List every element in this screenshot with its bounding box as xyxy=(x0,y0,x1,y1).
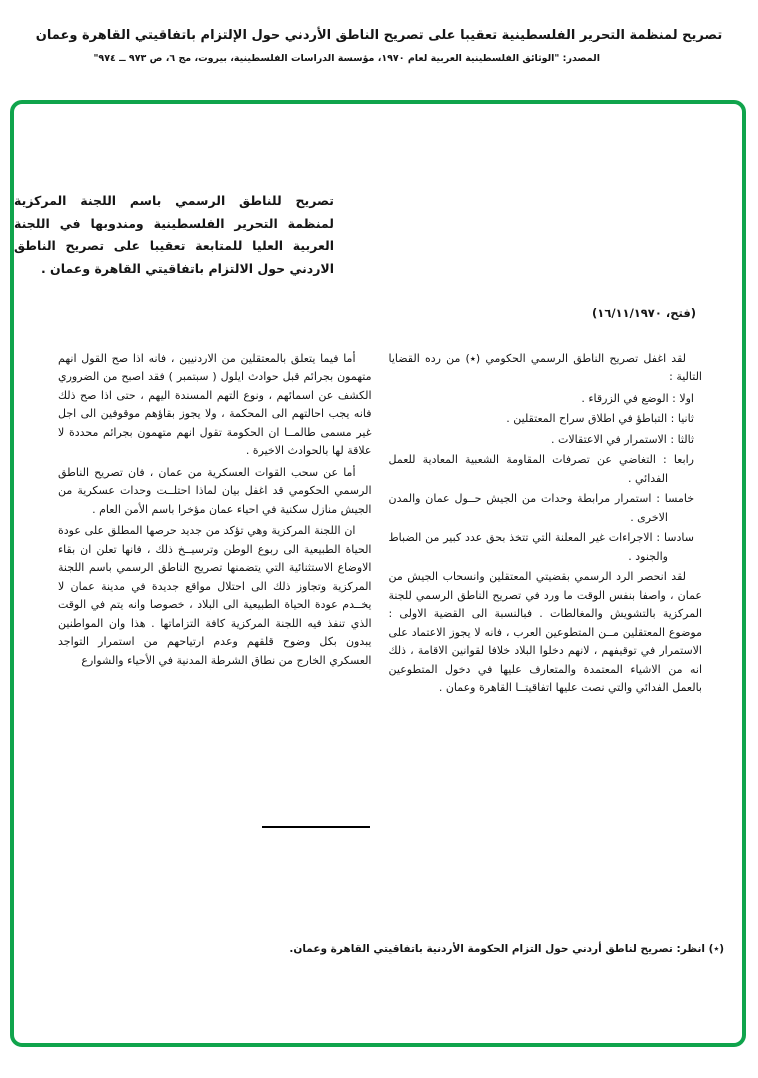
paragraph: لقد اغفل تصريح الناطق الرسمي الحكومي (٭) من رده القضايا التالية : xyxy=(388,352,702,384)
text-columns xyxy=(58,350,702,700)
paragraph: أما عن سحب القوات العسكرية من عمان ، فان تصريح الناطق الرسمي الحكومي قد اغفل بيان لماذا احتلــت وحدات عسكرية من الجيش منازل سكنية في احياء عمان مؤخرا باسم الأمن العام . xyxy=(58,465,372,516)
divider-line xyxy=(262,826,370,828)
list-item: اولا : الوضع في الزرقاء . xyxy=(581,391,694,405)
doc-date: (فتح، ١٦/١١/١٩٧٠) xyxy=(592,306,696,320)
document-frame xyxy=(10,100,746,1047)
page-title: تصريح لمنظمة التحرير الفلسطينية تعقيبا على تصريح الناطق الأردني حول الإلتزام باتفاقيتي القاهرة وعمان xyxy=(35,28,723,43)
list-item: رابعا : التغاضي عن تصرفات المقاومة الشعبية المعادية للعمل الفدائي . xyxy=(388,453,694,485)
source-line: المصدر: "الوثائق الفلسطينية العربية لعام ١٩٧٠، مؤسسة الدراسات الفلسطينية، بيروت، مج ٦، ص ٩٧٣ ــ ٩٧٤" xyxy=(93,52,600,64)
paragraph: ان اللجنة المركزية وهي تؤكد من جديد حرصها المطلق على عودة الحياة الطبيعية الى ربوع الوطن وترسيــخ ذلك ، فانها تعلن ان بقاء الاوضاع الاستثنائية التي يتضمنها تصريح الناطق الرسمي باسم اللجنة المركزية وتجاوز ذلك الى احتلال مواقع جديدة في مدينة عمان لا يخــدم عودة الحياة الطبيعية الى البلاد ، خصوصا وانه يتم في الوقت الذي تنفذ فيه اللجنة المركزية كافة التزاماتها . هذا وان المواطنين يبدون بكل وضوح قلقهم وعدم ارتياحهم من استمرار التواجد العسكري الخارج من نطاق الشرطة المدنية في الأحياء والشوارع xyxy=(58,524,372,667)
left-column xyxy=(58,350,372,700)
paragraph: أما فيما يتعلق بالمعتقلين من الاردنيين ، فانه اذا صح القول انهم متهمون بجرائم قبل حوادث ايلول ( سبتمبر ) فقد اصبح من الضروري الكشف عن اسمائهم ، ونوع التهم المسندة اليهم ، حتى اذا صح ذلك فانه يجب احالتهم الى المحكمة ، ولا يجوز بقاؤهم موقوفين الى اجل غير مسمى طالمــا ان الحكومة تقول انهم متهمون بجرائم محددة لا علاقة لها بالحوادث الاخيرة . xyxy=(58,352,372,458)
list-item: ثالثا : الاستمرار في الاعتقالات . xyxy=(551,432,694,446)
paragraph: لقد انحصر الرد الرسمي بقضيتي المعتقلين وانسحاب الجيش من عمان ، واصفا بنفس الوقت ما ورد في تصريح الناطق الرسمي للجنة المركزية بالتشويش والمغالطات . فبالنسبة الى القضية الاولى : موضوع المعتقلين مــن المتطوعين العرب ، فانه لا يجوز الاعتماد على الاستمرار في توقيفهم ، لانهم دخلوا البلاد خلافا لقوانين الاقامة ، ذلك انه من الاشياء المعتمدة والمتعارف عليها في دخول المتطوعين بالعمل الفدائي والتي نصت عليها اتفاقيتــا القاهرة وعمان . xyxy=(388,570,702,694)
list-item: خامسا : استمرار مرابطة وحدات من الجيش حــول عمان والمدن الاخرى . xyxy=(388,492,694,524)
list-item: ثانيا : التباطؤ في اطلاق سراح المعتقلين . xyxy=(506,412,694,426)
list-item: سادسا : الاجراءات غير المعلنة التي تتخذ بحق عدد كبير من الضباط والجنود . xyxy=(388,531,694,563)
doc-heading: تصريح للناطق الرسمي باسم اللجنة المركزية لمنظمة التحرير الفلسطينية ومندوبها في اللجنة العربية العليا للمتابعة تعقيبا على تصريح الناطق الاردني حول الالتزام باتفاقيتي القاهرة وعمان . xyxy=(14,193,334,276)
footnote: (٭) انظر: تصريح لناطق أردني حول التزام الحكومة الأردنية باتفاقيتي القاهرة وعمان. xyxy=(289,943,724,955)
right-column xyxy=(389,350,703,700)
